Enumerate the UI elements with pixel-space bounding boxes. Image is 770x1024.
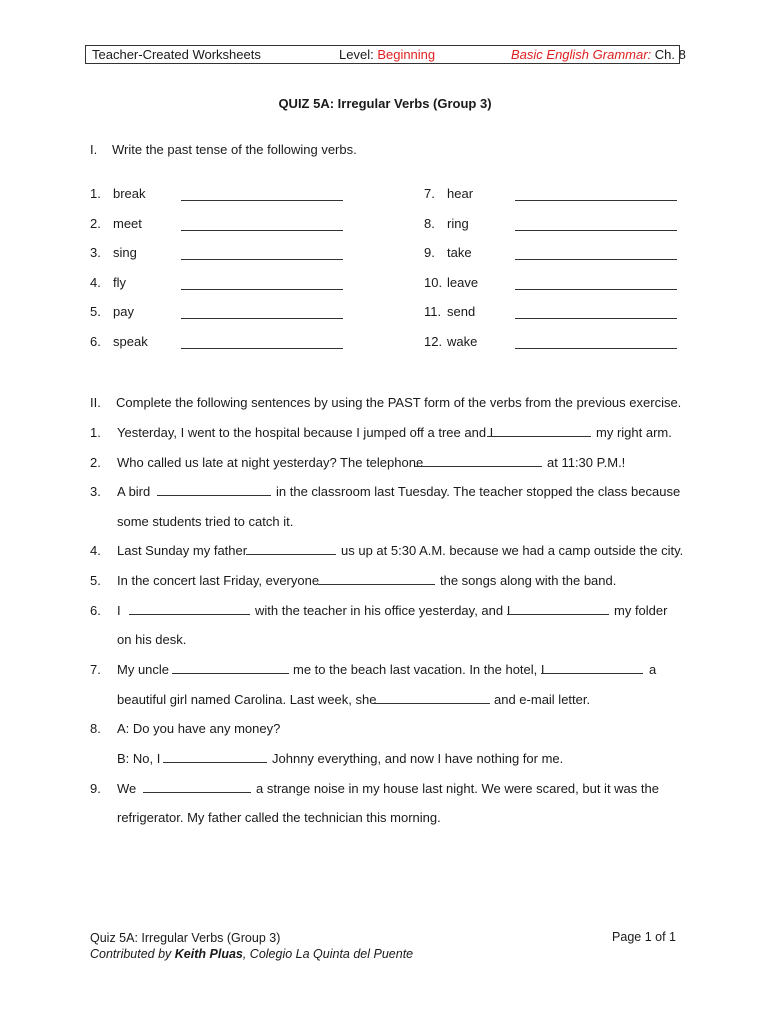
sentence-9-text-b: a strange noise in my house last night. We were scared, but it was the	[256, 781, 659, 796]
footer-author: Keith Pluas	[174, 947, 243, 961]
verb-number: 5.	[90, 304, 101, 320]
quiz-title: QUIZ 5A: Irregular Verbs (Group 3)	[278, 96, 492, 111]
sentence-3-text-c: some students tried to catch it.	[117, 514, 294, 529]
sentence-5-text-a: In the concert last Friday, everyone	[117, 573, 320, 588]
sentence-9-text-c: refrigerator. My father called the technician this morning.	[117, 810, 441, 825]
verb-word: hear	[447, 186, 474, 201]
sentence-9-number: 9.	[90, 781, 101, 796]
grammar-label: Basic English Grammar:	[511, 47, 652, 62]
sentence-4-text-b: us up at 5:30 A.M. because we had a camp outside the city.	[341, 543, 684, 558]
verb-word: send	[447, 304, 476, 320]
verb-word: pay	[113, 304, 134, 320]
sentence-5-number: 5.	[90, 573, 101, 588]
answer-blank-right[interactable]	[515, 348, 677, 349]
sentence-4-number: 4.	[90, 543, 101, 558]
sentence-9-blank[interactable]	[143, 792, 251, 793]
verb-number: 10.	[424, 274, 443, 290]
sentence-7-text-a: My uncle	[117, 662, 170, 677]
verb-number: 4.	[90, 274, 101, 290]
answer-blank-right[interactable]	[515, 230, 677, 231]
sentence-7-number: 7.	[90, 662, 101, 677]
verb-word: fly	[113, 274, 126, 290]
answer-blank-right[interactable]	[515, 289, 677, 290]
section2-instruction: Complete the following sentences by using the PAST form of the verbs from the previous exercise.	[116, 395, 682, 410]
sentence-6-text-c: my folder	[614, 603, 668, 618]
sentence-6-blank-2[interactable]	[507, 614, 609, 615]
sentence-6-blank-1[interactable]	[129, 614, 250, 615]
answer-blank-left[interactable]	[181, 200, 343, 201]
sentence-8-text-b: B: No, I	[117, 751, 161, 766]
verb-number: 2.	[90, 215, 101, 231]
answer-blank-right[interactable]	[515, 318, 677, 319]
sentence-7-text-b: me to the beach last vacation. In the hotel, I	[293, 662, 545, 677]
sentence-8-number: 8.	[90, 721, 101, 736]
sentence-6-text-a: I	[117, 603, 121, 618]
section1-instruction: Write the past tense of the following verbs.	[112, 142, 357, 157]
sentence-3-text-b: in the classroom last Tuesday. The teacher stopped the class because	[276, 484, 681, 499]
sentence-7-blank-2[interactable]	[541, 673, 643, 674]
sentence-2-blank[interactable]	[415, 466, 542, 467]
verb-word: ring	[447, 215, 469, 231]
answer-blank-left[interactable]	[181, 230, 343, 231]
verb-number: 11.	[424, 304, 442, 320]
sentence-2-text-b: at 11:30 P.M.!	[547, 455, 626, 470]
sentence-9-text-a: We	[117, 781, 137, 796]
verb-number: 8.	[424, 215, 435, 231]
verb-word: meet	[113, 215, 142, 231]
sentence-7-text-e: and e-mail letter.	[494, 692, 591, 707]
header-box	[85, 45, 686, 64]
verb-word: speak	[113, 334, 148, 349]
verb-number: 9.	[424, 245, 435, 261]
verb-word: take	[447, 245, 472, 261]
sentence-7-text-c: a	[649, 662, 657, 677]
sentence-3-text-a: A bird	[117, 484, 151, 499]
sentence-6-text-b: with the teacher in his office yesterday, and I	[255, 603, 511, 618]
header-source: Teacher-Created Worksheets	[92, 47, 261, 62]
footer-credit: Contributed by Keith Pluas, Colegio La Quinta del Puente	[90, 947, 414, 961]
sentence-5-blank[interactable]	[318, 584, 435, 585]
sentence-1-number: 1.	[90, 425, 101, 440]
sentence-4-text-a: Last Sunday my father	[117, 543, 248, 558]
sentence-8-text-c: Johnny everything, and now I have nothing for me.	[272, 751, 564, 766]
answer-blank-right[interactable]	[515, 200, 677, 201]
sentence-6-number: 6.	[90, 603, 101, 618]
verb-number: 7.	[424, 186, 435, 201]
header-grammar	[511, 47, 686, 62]
sentence-1-blank[interactable]	[487, 436, 591, 437]
verb-number: 6.	[90, 334, 101, 349]
sentence-3-number: 3.	[90, 484, 101, 499]
sentence-2-text-a: Who called us late at night yesterday? The telephone	[117, 455, 424, 470]
sentence-1-text-b: my right arm.	[596, 425, 672, 440]
verb-word: wake	[447, 334, 478, 349]
verb-number: 12.	[424, 334, 443, 349]
sentence-8-text-a: A: Do you have any money?	[117, 721, 281, 736]
section2-numeral: II.	[90, 395, 101, 410]
footer-title: Quiz 5A: Irregular Verbs (Group 3)	[90, 931, 281, 945]
chapter: Ch. 8	[651, 47, 686, 62]
sentence-7-text-d: beautiful girl named Carolina. Last week, she	[117, 692, 377, 707]
verb-word: leave	[447, 274, 479, 290]
sentence-2-number: 2.	[90, 455, 101, 470]
verb-word: break	[113, 186, 146, 201]
verb-word: sing	[113, 245, 137, 261]
footer	[90, 930, 413, 962]
verb-number: 1.	[90, 186, 101, 201]
page-number: Page 1 of 1	[612, 930, 676, 944]
sentence-7-blank-3[interactable]	[373, 703, 490, 704]
sentence-6-text-d: on his desk.	[117, 632, 187, 647]
verb-number: 3.	[90, 245, 101, 261]
header-level: Level: Beginning	[339, 47, 436, 62]
answer-blank-left[interactable]	[181, 289, 343, 290]
sentence-4-blank[interactable]	[246, 554, 336, 555]
sentence-5-text-b: the songs along with the band.	[440, 573, 617, 588]
sentence-7-blank-1[interactable]	[172, 673, 289, 674]
answer-blank-left[interactable]	[181, 348, 343, 349]
sentence-8-blank[interactable]	[163, 762, 267, 763]
sentence-3-blank[interactable]	[157, 495, 271, 496]
answer-blank-left[interactable]	[181, 259, 343, 260]
sentence-1-text-a: Yesterday, I went to the hospital because I jumped off a tree and I	[117, 425, 494, 440]
answer-blank-left[interactable]	[181, 318, 343, 319]
level-value: Beginning	[377, 47, 436, 62]
answer-blank-right[interactable]	[515, 259, 677, 260]
section1-numeral: I.	[90, 142, 98, 157]
